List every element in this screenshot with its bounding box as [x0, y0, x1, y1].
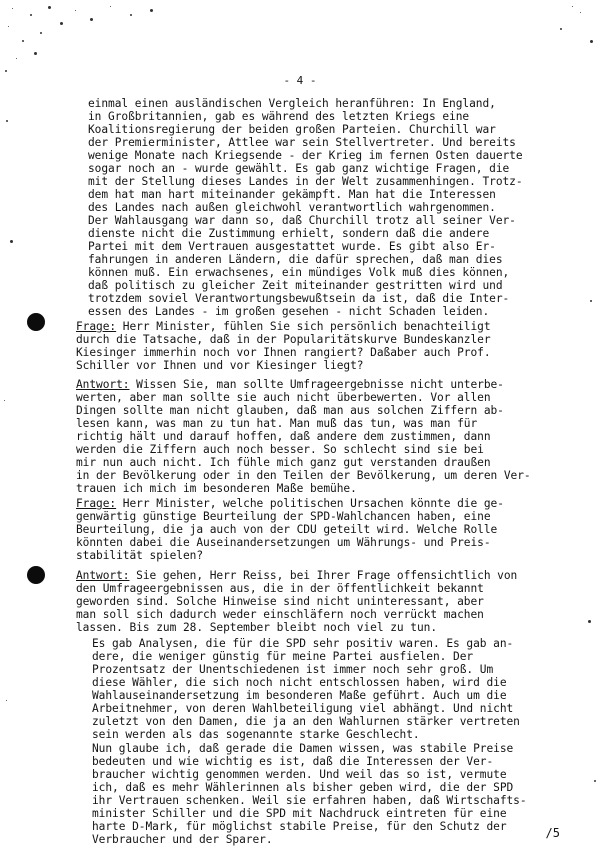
paragraph-6-line-7: Verbraucher und der Sparer. [92, 833, 273, 846]
paragraph-0-line-0: einmal einen ausländischen Vergleich heranführen: In England, [88, 97, 496, 110]
speck [34, 52, 37, 55]
speck [90, 18, 93, 21]
paragraph-3-line-2: Beurteilung, die ja auch von der CDU geteilt wird. Welche Rolle [76, 523, 498, 536]
paragraph-5-line-2: Prozentsatz der Unentschiedenen ist immer noch sehr groß. Um [92, 663, 494, 676]
paragraph-6-line-2: braucher wichtig genommen werden. Und weil das so ist, vermute [92, 768, 507, 781]
paragraph-5-line-3: diese Wähler, die sich noch nicht entschlossen haben, wird die [92, 676, 507, 689]
paragraph-5-line-7: sein werden als das sogenannte starke Geschlecht. [92, 728, 420, 741]
paragraph-6-line-0: Nun glaube ich, daß gerade die Damen wissen, was stabile Preise [92, 742, 514, 755]
page-number: - 4 - [283, 74, 317, 87]
speck [594, 780, 596, 782]
speck [590, 40, 593, 43]
speck [560, 28, 562, 30]
paragraph-0-line-10: dienste nicht die Zustimmung erhielt, sondern daß die andere [88, 227, 490, 240]
paragraph-0-line-13: können muß. Ein erwachsenes, ein mündiges Volk muß dies können, [88, 266, 510, 279]
line-text: Herr Minister, fühlen Sie sich persönlich benachteiligt [116, 320, 491, 333]
speck [40, 32, 42, 34]
paragraph-6-line-1: bedeuten und wie wichtig es ist, daß die Interessen der Ver- [92, 755, 494, 768]
paragraph-6-line-5: minister Schiller und die SPD mit Nachdruck eintreten für eine [92, 807, 507, 820]
paragraph-2-line-8: trauen ich mich im besonderen Maße bemühe. [76, 482, 357, 495]
paragraph-2-line-6: mir nun auch nicht. Ich fühle mich ganz gut verstanden draußen [76, 456, 491, 469]
paragraph-2-line-0 [76, 378, 504, 391]
speck [588, 620, 591, 623]
speaker-label: Antwort: [76, 569, 130, 582]
paragraph-4-line-0 [76, 569, 517, 582]
speaker-label: Frage: [76, 497, 117, 510]
paragraph-3-line-4: stabilität spielen? [76, 549, 204, 562]
speaker-label: Frage: [76, 320, 117, 333]
paragraph-5-line-4: Wahlauseinandersetzung im besonderen Maße geführt. Auch um die [92, 689, 507, 702]
paragraph-0-line-5: sogar noch an - wurde gewählt. Es gab ganz wichtige Fragen, die [88, 162, 510, 175]
paragraph-4-line-4: lassen. Bis zum 28. September bleibt noch viel zu tun. [76, 621, 438, 634]
paragraph-0-line-7: dem hat man hart miteinander gekämpft. Man hat die Interessen [88, 188, 496, 201]
speck [48, 6, 51, 9]
speck [150, 9, 153, 12]
paragraph-6-line-6: harte D-Mark, für möglichst stabile Preise, für den Schutz der [92, 820, 507, 833]
paragraph-4-line-1: den Umfrageergebnissen aus, die in der öffentlichkeit bekannt [76, 582, 484, 595]
paragraph-1-line-0 [76, 320, 491, 333]
speck [22, 40, 24, 42]
paragraph-2-line-2: Dingen sollte man nicht glauben, daß man aus solchen Ziffern ab- [76, 404, 504, 417]
punch-hole-top [27, 313, 45, 331]
speck [5, 70, 7, 72]
paragraph-0-line-11: Partei mit dem Vertrauen ausgestattet wurde. Es gibt also Er- [88, 240, 496, 253]
paragraph-6-line-3: ich, daß es mehr Wählerinnen als bisher geben wird, die der SPD [92, 781, 514, 794]
paragraph-5-line-1: dere, die weniger günstig für meine Partei ausfielen. Der [92, 650, 474, 663]
speaker-label: Antwort: [76, 378, 130, 391]
paragraph-3-line-0 [76, 497, 504, 510]
speck [110, 6, 111, 7]
line-text: Herr Minister, welche politischen Ursachen könnte die ge- [116, 497, 504, 510]
paragraph-0-line-1: in Großbritannien, gab es während des letzten Kriegs eine [88, 110, 470, 123]
paragraph-0-line-3: der Premierminister, Attlee war sein Stellvertreter. Und bereits [88, 136, 516, 149]
paragraph-6-line-4: ihr Vertrauen schenken. Weil sie erfahren haben, daß Wirtschafts- [92, 794, 527, 807]
continuation-mark: /5 [545, 826, 560, 840]
paragraph-5-line-0: Es gab Analysen, die für die SPD sehr positiv waren. Es gab an- [92, 637, 514, 650]
paragraph-3-line-1: genwärtig günstige Beurteilung der SPD-Wahlchancen haben, eine [76, 510, 491, 523]
speck [8, 26, 9, 27]
speck [10, 240, 13, 243]
paragraph-0-line-8: des Landes nach außen gleichwohl verantwortlich wahrgenommen. [88, 201, 496, 214]
speck [572, 6, 573, 7]
paragraph-0-line-4: wenige Monate nach Kriegsende - der Krieg im fernen Osten dauerte [88, 149, 523, 162]
line-text: Wissen Sie, man sollte Umfrageergebnisse nicht unterbe- [129, 378, 504, 391]
paragraph-2-line-4: richtig hält und darauf hoffen, daß andere dem zustimmen, dann [76, 430, 491, 443]
speck [590, 300, 592, 302]
paragraph-1-line-1: durch die Tatsache, daß in der Popularitätskurve Bundeskanzler [76, 333, 491, 346]
paragraph-0-line-14: daß politisch zu gleicher Zeit miteinander gestritten wird und [88, 279, 503, 292]
paragraph-1-line-3: Schiller vor Ihnen und vor Kiesinger liegt? [76, 359, 364, 372]
paragraph-2-line-5: werden die Ziffern auch noch besser. So schlecht sind sie bei [76, 443, 484, 456]
speck [4, 400, 5, 401]
paragraph-0-line-6: mit der Stellung dieses Landes in der Welt zusammenhingen. Trotz- [88, 175, 523, 188]
speck [6, 120, 8, 122]
speck [12, 8, 13, 9]
punch-hole-bottom [27, 566, 45, 584]
paragraph-0-line-12: fahrungen in anderen Ländern, die dafür sprechen, daß man dies [88, 253, 503, 266]
speck [16, 58, 17, 59]
paragraph-2-line-7: in der Bevölkerung oder in den Teilen der Bevölkerung, um deren Ver- [76, 469, 531, 482]
paragraph-0-line-15: trotzdem soviel Verantwortungsbewußtsein da ist, daß die Inter- [88, 292, 510, 305]
paragraph-0-line-9: Der Wahlausgang war dann so, daß Churchill trotz all seiner Ver- [88, 214, 516, 227]
paragraph-5-line-6: zuletzt von den Damen, die ja an den Wahlurnen stärker vertreten [92, 715, 520, 728]
paragraph-5-line-5: Arbeitnehmer, von deren Wahlbeteiligung viel abhängt. Und nicht [92, 702, 514, 715]
paragraph-0-line-16: essen des Landes - im großen gesehen - nicht Schaden leiden. [88, 305, 490, 318]
paragraph-4-line-3: man soll sich dadurch weder einschläfern noch verrückt machen [76, 608, 484, 621]
paragraph-3-line-3: könnten dabei die Auseinandersetzungen um Währungs- und Preis- [76, 536, 491, 549]
speck [130, 14, 132, 16]
speck [60, 22, 63, 25]
line-text: Sie gehen, Herr Reiss, bei Ihrer Frage offensichtlich von [129, 569, 518, 582]
paragraph-4-line-2: geworden sind. Solche Hinweise sind nicht uninteressant, aber [76, 595, 484, 608]
paragraph-1-line-2: Kiesinger immerhin noch vor Ihnen rangiert? Daßaber auch Prof. [76, 346, 491, 359]
speck [580, 12, 581, 13]
paragraph-2-line-1: werten, aber man sollte sie auch nicht überbewerten. Vor allen [76, 391, 491, 404]
speck [6, 700, 7, 701]
paragraph-2-line-3: lesen kann, was man zu tun hat. Man muß das tun, was man für [76, 417, 478, 430]
paragraph-0-line-2: Koalitionsregierung der beiden großen Parteien. Churchill war [88, 123, 496, 136]
speck [30, 14, 32, 16]
speck [75, 10, 76, 11]
